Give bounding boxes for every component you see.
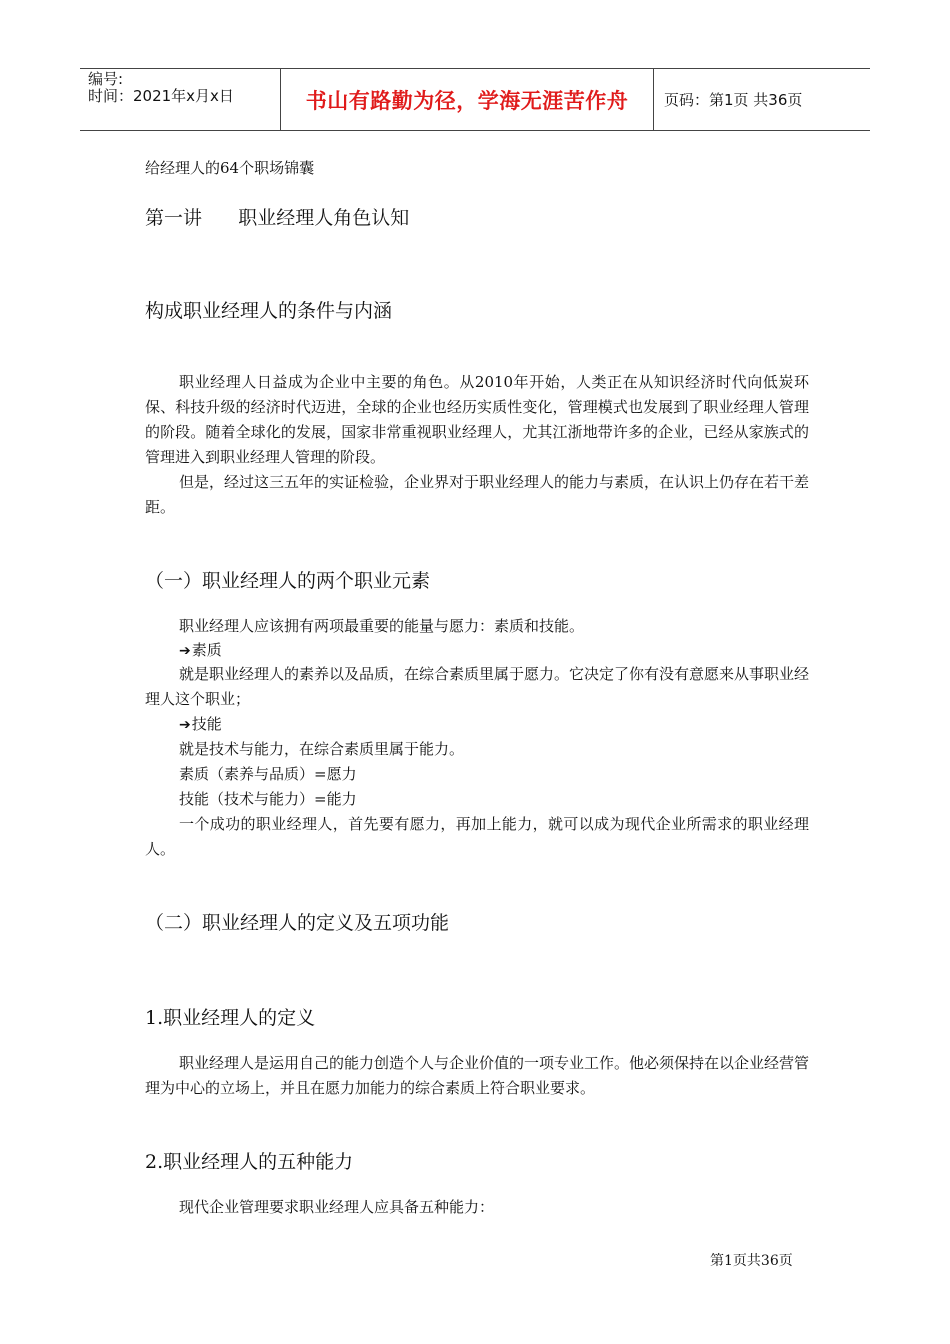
page-footer: 第1页共36页 [710, 1253, 793, 1269]
bullet-label: 技能 [191, 715, 222, 733]
formula-skill: 技能（技术与能力）=能力 [179, 790, 357, 808]
arrow-right-icon: ➔ [179, 643, 191, 659]
intro-paragraph-2: 但是，经过这三五年的实证检验，企业界对于职业经理人的能力与素质，在认识上仍存在若干差距。 [145, 473, 810, 516]
number-label: 编号: [88, 70, 124, 88]
section1-intro: 职业经理人应该拥有两项最重要的能量与愿力：素质和技能。 [179, 617, 585, 635]
bullet-item-quality [179, 638, 222, 664]
header-motto: 书山有路勤为径，学海无涯苦作舟 [281, 69, 654, 130]
section1-conclusion: 一个成功的职业经理人，首先要有愿力，再加上能力，就可以成为现代企业所需求的职业经理人。 [145, 815, 809, 858]
abilities-intro: 现代企业管理要求职业经理人应具备五种能力： [179, 1198, 495, 1216]
subsection-definition-heading: 1.职业经理人的定义 [145, 1007, 316, 1029]
time-label: 时间：2021年x月x日 [88, 87, 234, 105]
skill-description: 就是技术与能力，在综合素质里属于能力。 [179, 740, 465, 758]
chapter-title: 第一讲 职业经理人角色认知 [145, 207, 410, 229]
definition-paragraph: 职业经理人是运用自己的能力创造个人与企业价值的一项专业工作。他必须保持在以企业经营管理为中心的立场上，并且在愿力加能力的综合素质上符合职业要求。 [145, 1054, 810, 1097]
section-main-heading: 构成职业经理人的条件与内涵 [145, 300, 393, 322]
arrow-right-icon: ➔ [179, 717, 191, 733]
subsection-abilities-heading: 2.职业经理人的五种能力 [145, 1151, 354, 1173]
page-header [80, 68, 870, 131]
section2-heading: （二）职业经理人的定义及五项功能 [145, 912, 450, 934]
doc-title: 给经理人的64个职场锦囊 [145, 159, 315, 177]
quality-description: 就是职业经理人的素养以及品质，在综合素质里属于愿力。它决定了你有没有意愿来从事职业经理人这个职业； [145, 665, 810, 708]
bullet-item-skill [179, 712, 222, 738]
formula-quality: 素质（素养与品质）=愿力 [179, 765, 357, 783]
header-page-info: 页码：第1页 共36页 [664, 91, 803, 109]
section1-heading: （一）职业经理人的两个职业元素 [145, 570, 431, 592]
intro-paragraph-1: 职业经理人日益成为企业中主要的角色。从2010年开始，人类正在从知识经济时代向低炭环保、科技升级的经济时代迈进，全球的企业也经历实质性变化，管理模式也发展到了职业经理人管理的阶段。随着全球化的发展，国家非常重视职业经理人，尤其江浙地带许多的企业，已经从家族式的管理进入到职业经理人管理的阶段。 [145, 373, 809, 466]
header-meta [80, 69, 281, 130]
bullet-label: 素质 [191, 641, 222, 659]
